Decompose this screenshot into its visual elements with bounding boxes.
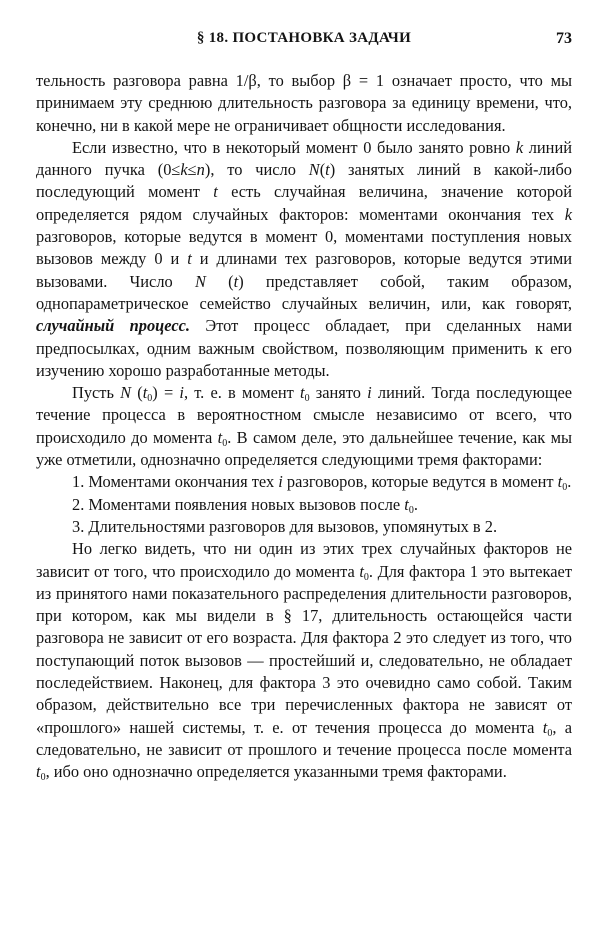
- subscript: 0: [562, 482, 568, 494]
- subscript: 0: [40, 772, 46, 784]
- text-run: (: [319, 160, 326, 180]
- running-header: [36, 30, 572, 70]
- styled-text: i: [278, 472, 283, 492]
- text-run: ), то число: [204, 160, 309, 180]
- styled-text: t: [404, 494, 409, 514]
- text-run: линий. Тогда последующее течение процесса в вероятностном смысле независимо от всего, что происходило до момента: [36, 383, 572, 447]
- text-run: .: [413, 494, 418, 514]
- subscript: 0: [408, 504, 414, 516]
- styled-text: N: [194, 271, 206, 291]
- subscript: 0: [363, 571, 369, 583]
- text-run: , т. е. в момент: [183, 383, 300, 403]
- subscript: 0: [147, 393, 153, 405]
- styled-text: t: [213, 182, 218, 202]
- text-run: Пусть: [72, 383, 121, 403]
- paragraph: [36, 70, 572, 137]
- text-run: есть случайная величина, значение которой определяется рядом случайных факторов: моментами окончания тех: [36, 182, 572, 224]
- text-run: тельность разговора равна 1/β, то выбор β = 1 означает просто, что мы принимаем эту среднюю длительность разговора за единицу времени, что, конечно, ни в какой мере не ограничивает общности исследования.: [36, 71, 572, 135]
- text-run: .: [567, 472, 572, 492]
- text-run: ≤: [187, 160, 197, 180]
- text-run: Но легко видеть, что ни один из этих трех случайных факторов не зависит от того, что происходило до момента: [36, 539, 572, 581]
- paragraph: [36, 137, 572, 382]
- styled-text: случайный процесс.: [36, 316, 190, 336]
- styled-text: t: [300, 383, 305, 403]
- text-run: 1. Моментами окончания тех: [72, 472, 279, 492]
- styled-text: N: [308, 160, 320, 180]
- text-run: (: [205, 271, 234, 291]
- text-run: ) =: [152, 383, 180, 403]
- styled-text: t: [557, 472, 563, 492]
- text-run: ) представляет собой, таким образом, однопараметрическое семейство случайных величин, или, как говорят,: [36, 271, 572, 313]
- page-number: 73: [556, 30, 572, 47]
- text-run: . Для фактора 1 это вытекает из принятого нами показательного распределения длительности разговоров, при котором, как мы видели в § 17, длительность остающейся части разговора не зависит от его возраста. Для фактора 2 это следует из того, что поступающий поток вызовов — простейший и, следовательно, не обладает последействием. Наконец, для фактора 3 это очевидно само собой. Таким образом, действительно все три перечисленных фактора не зависят от «прошлого» нашей системы, т. е. от течения процесса до момента: [36, 561, 572, 737]
- text-run: . В самом деле, это дальнейшее течение, как мы уже отметили, однозначно определяется следующими тремя факторами:: [36, 427, 572, 470]
- subscript: 0: [304, 393, 310, 405]
- body-text: [36, 70, 572, 784]
- styled-text: t: [325, 160, 330, 180]
- paragraph: [36, 538, 572, 783]
- text-run: Этот процесс обладает, при сделанных нами предпосылках, одним важным свойством, позволяющим применить к его изучению хорошо разработанные методы.: [36, 316, 572, 380]
- styled-text: i: [179, 383, 184, 403]
- text-run: 2. Моментами появления новых вызовов после: [72, 494, 405, 514]
- styled-text: k: [515, 137, 524, 157]
- text-run: (: [131, 383, 143, 403]
- section-title: § 18. ПОСТАНОВКА ЗАДАЧИ: [196, 30, 412, 46]
- styled-text: t: [142, 383, 148, 403]
- subscript: 0: [547, 727, 553, 739]
- text-run: линий данного пучка (0≤: [36, 137, 572, 180]
- styled-text: t: [36, 762, 41, 782]
- text-run: Если известно, что в некоторый момент 0 было занято ровно: [72, 137, 516, 157]
- styled-text: n: [196, 160, 205, 180]
- styled-text: t: [542, 717, 548, 737]
- styled-text: k: [564, 204, 572, 224]
- styled-text: k: [180, 160, 188, 180]
- text-run: и длинами тех разговоров, которые ведутся этими вызовами. Число: [36, 249, 572, 291]
- text-run: , ибо оно однозначно определяется указанными тремя факторами.: [45, 762, 507, 782]
- styled-text: N: [120, 383, 132, 403]
- styled-text: t: [359, 561, 364, 581]
- text-run: ) занятых линий в какой-либо последующий момент: [36, 160, 572, 202]
- styled-text: i: [367, 383, 372, 403]
- text-run: , а следовательно, не зависит от прошлого и течение процесса после момента: [36, 717, 572, 759]
- paragraph: [36, 494, 572, 516]
- styled-text: t: [233, 271, 239, 291]
- text-run: занято: [309, 383, 368, 403]
- styled-text: t: [217, 427, 223, 447]
- paragraph: [36, 382, 572, 471]
- paragraph: [36, 516, 572, 538]
- text-run: разговоров, которые ведутся в момент 0, моментами поступления новых вызовов между 0 и: [36, 227, 572, 269]
- styled-text: t: [187, 249, 192, 269]
- paragraph: [36, 471, 572, 493]
- subscript: 0: [222, 437, 228, 449]
- text-run: 3. Длительностями разговоров для вызовов, упомянутых в 2.: [72, 516, 498, 536]
- text-run: разговоров, которые ведутся в момент: [282, 472, 558, 492]
